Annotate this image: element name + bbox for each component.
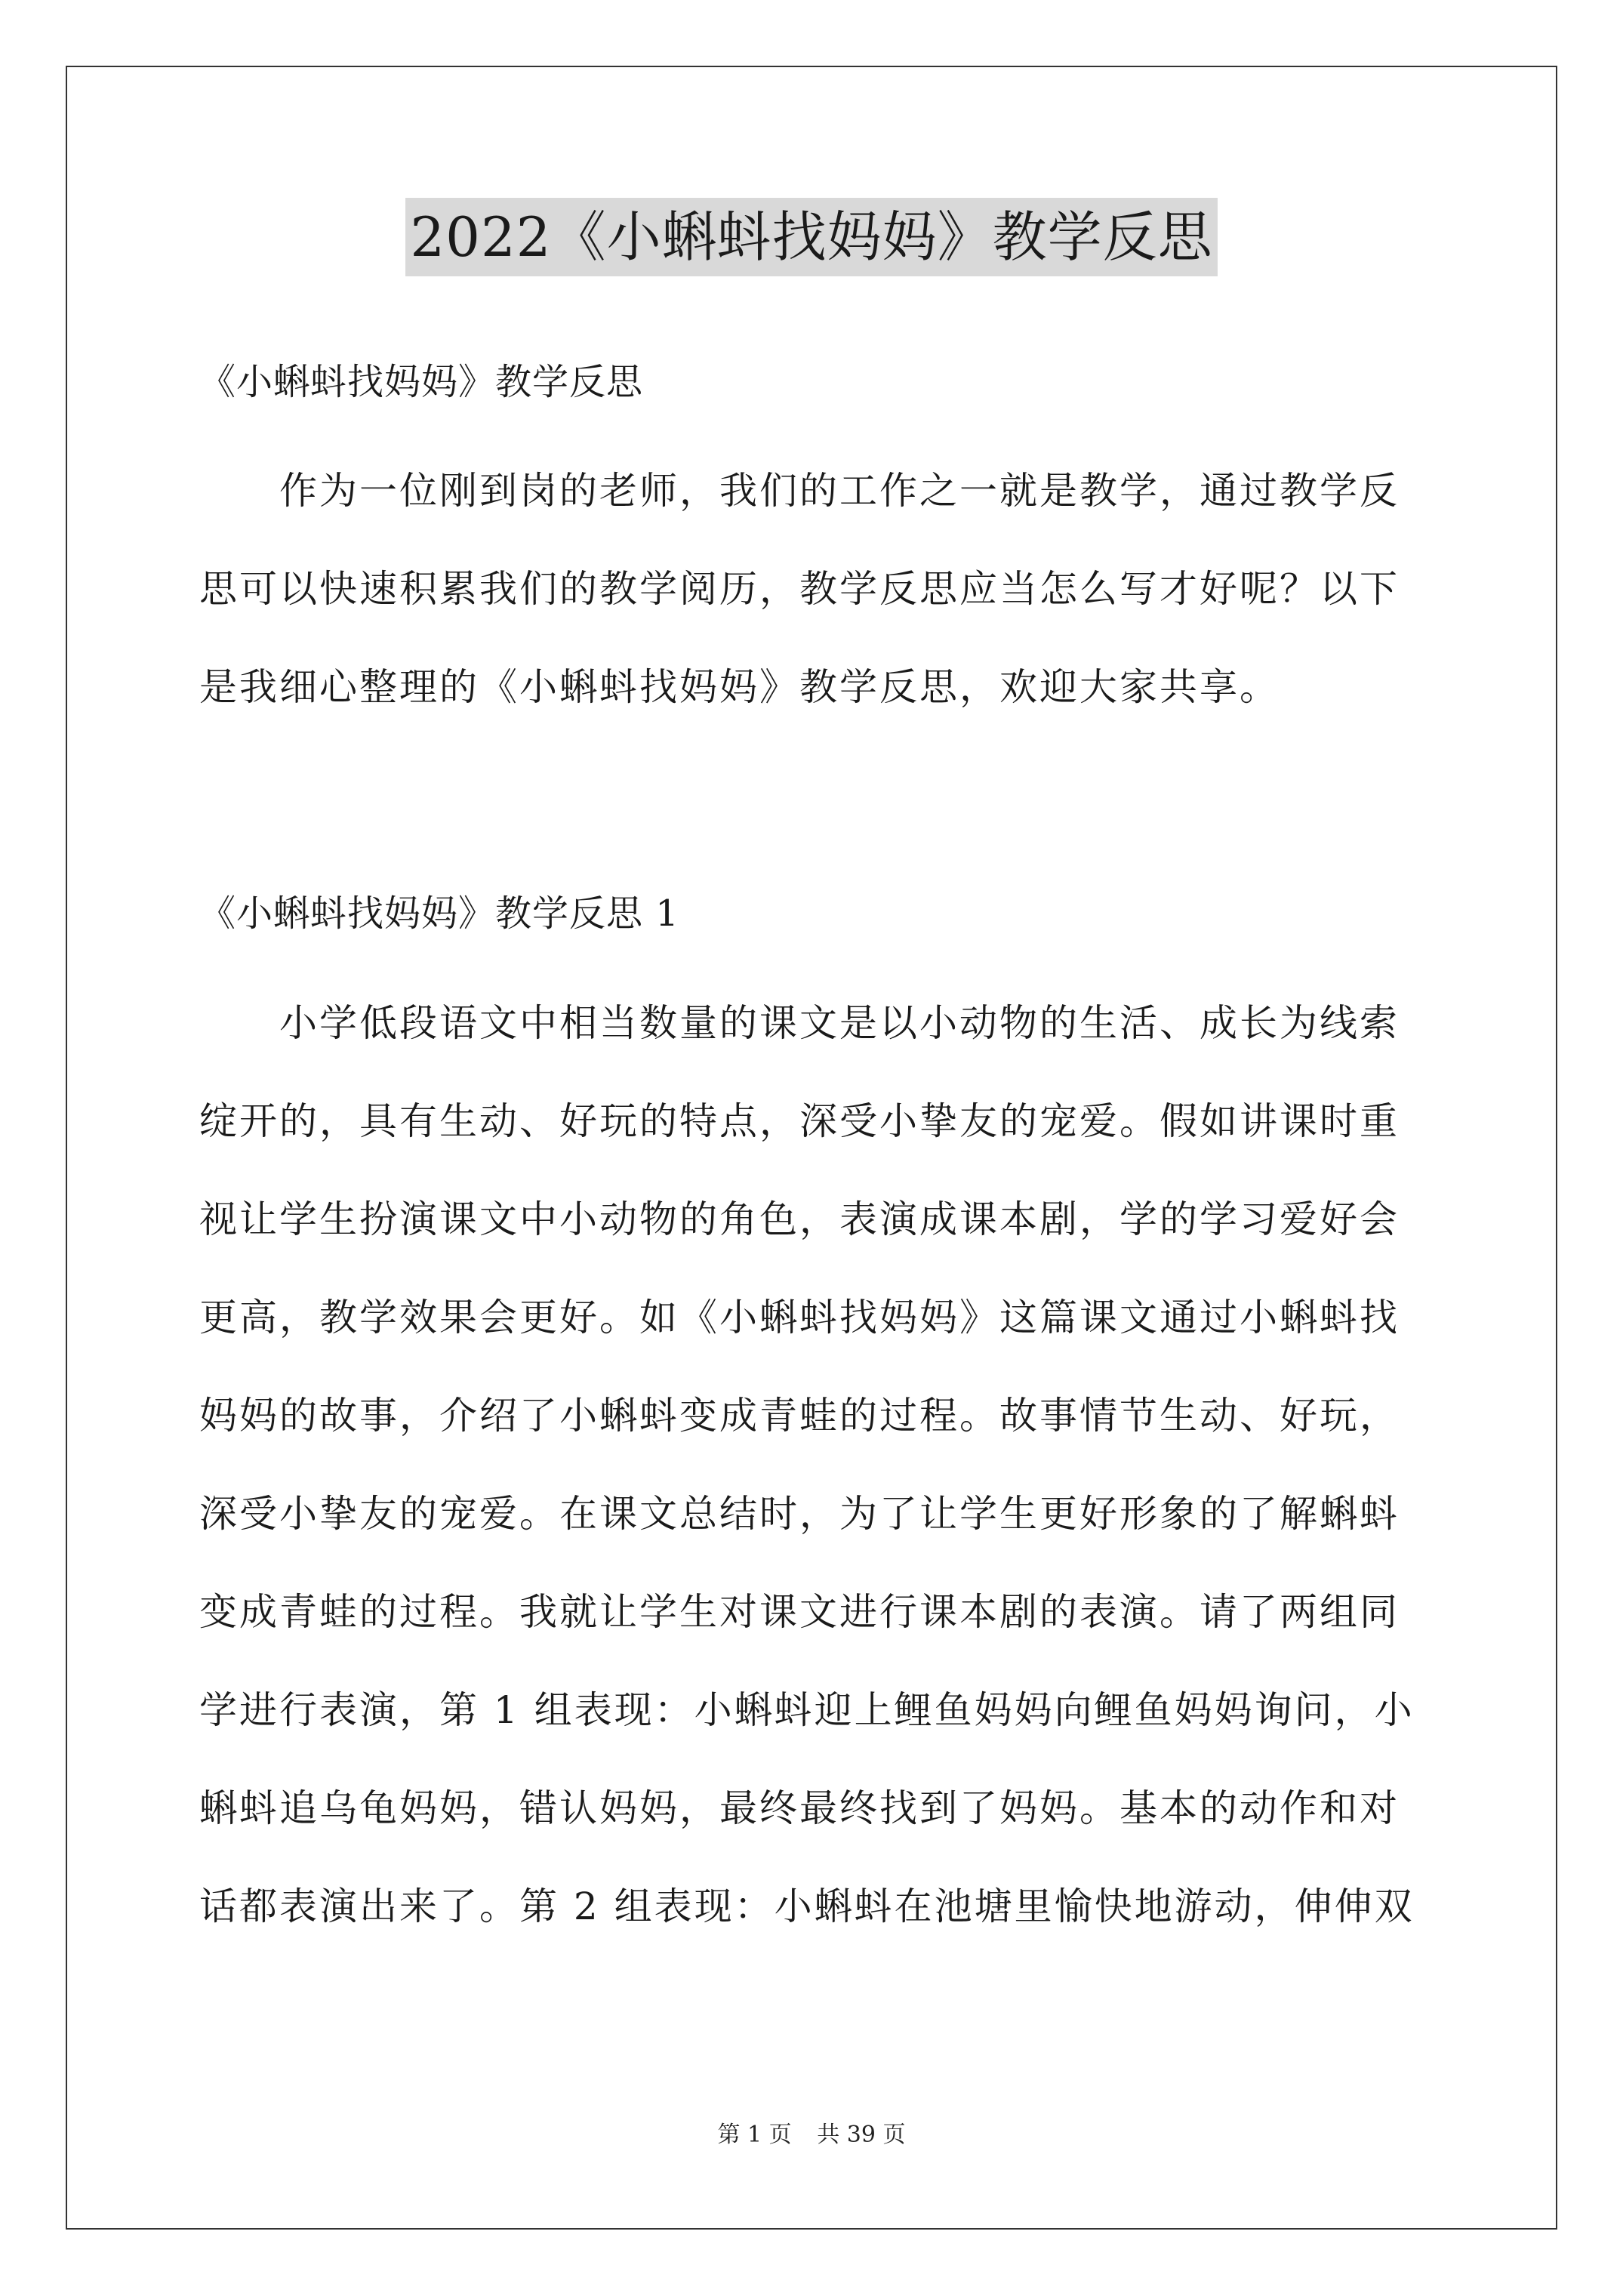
section-line: 视让学生扮演课文中小动物的角色，表演成课本剧，学的学习爱好会 (199, 1197, 1400, 1241)
section-line: 话都表演出来了。第 2 组表现：小蝌蚪在池塘里愉快地游动，伸伸双 (199, 1885, 1415, 1928)
intro-line: 作为一位刚到岗的老师，我们的工作之一就是教学，通过教学反 (199, 469, 1400, 513)
section-line: 更高，教学效果会更好。如《小蝌蚪找妈妈》这篇课文通过小蝌蚪找 (199, 1296, 1400, 1339)
section-line: 绽开的，具有生动、好玩的特点，深受小挚友的宠爱。假如讲课时重 (199, 1099, 1400, 1143)
section-line: 深受小挚友的宠爱。在课文总结时，为了让学生更好形象的了解蝌蚪 (199, 1492, 1400, 1536)
title-container (0, 198, 1623, 276)
section-line: 小学低段语文中相当数量的课文是以小动物的生活、成长为线索 (199, 1001, 1400, 1045)
section-line: 蝌蚪追乌龟妈妈，错认妈妈，最终最终找到了妈妈。基本的动作和对 (199, 1786, 1400, 1830)
section-line: 妈妈的故事，介绍了小蝌蚪变成青蛙的过程。故事情节生动、好玩， (199, 1394, 1400, 1438)
section-line: 学进行表演，第 1 组表现：小蝌蚪迎上鲤鱼妈妈向鲤鱼妈妈询问，小 (199, 1688, 1415, 1732)
section-line: 变成青蛙的过程。我就让学生对课文进行课本剧的表演。请了两组同 (199, 1590, 1400, 1634)
document-subtitle: 《小蝌蚪找妈妈》教学反思 (199, 361, 644, 403)
intro-line: 是我细心整理的《小蝌蚪找妈妈》教学反思，欢迎大家共享。 (199, 665, 1280, 709)
page-total: 共 39 页 (817, 2122, 906, 2148)
document-title: 2022《小蝌蚪找妈妈》教学反思 (405, 198, 1217, 276)
page-number: 第 1 页 (717, 2122, 792, 2148)
page-footer (0, 2120, 1623, 2150)
section-heading: 《小蝌蚪找妈妈》教学反思 1 (199, 892, 679, 935)
intro-line: 思可以快速积累我们的教学阅历，教学反思应当怎么写才好呢？以下 (199, 567, 1400, 611)
